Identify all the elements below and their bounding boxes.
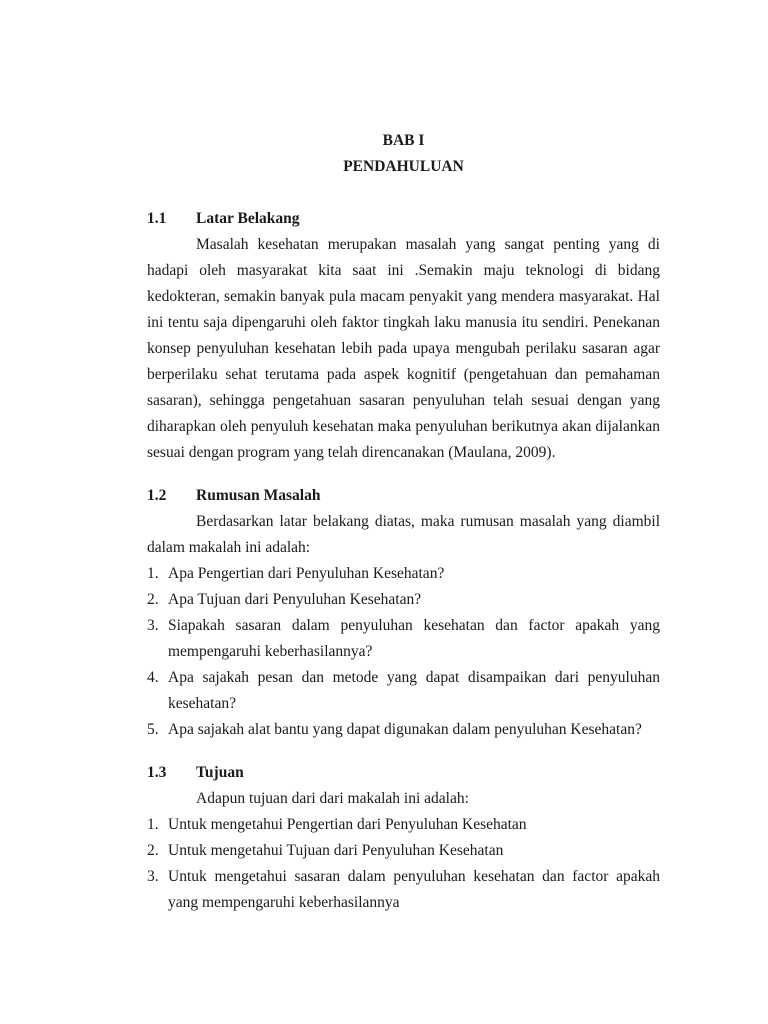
- list-item-marker: 4.: [147, 669, 159, 686]
- list-item: [147, 717, 660, 743]
- section-number: 1.1: [147, 210, 167, 227]
- section-heading-label: Latar Belakang: [196, 210, 300, 227]
- tujuan-list: [147, 812, 660, 916]
- list-item: [147, 561, 660, 587]
- section-heading-label: Rumusan Masalah: [196, 487, 321, 504]
- list-item-text: Untuk mengetahui Pengertian dari Penyuluhan Kesehatan: [168, 816, 527, 833]
- chapter-title-line1: BAB I: [382, 132, 425, 149]
- list-item: [147, 613, 660, 665]
- list-item: [147, 665, 660, 717]
- section-tujuan: [147, 760, 660, 916]
- section-heading: [147, 760, 660, 786]
- chapter-title-line2: PENDAHULUAN: [343, 158, 464, 175]
- list-item: [147, 838, 660, 864]
- list-item-marker: 1.: [147, 565, 159, 582]
- list-item-text: Untuk mengetahui sasaran dalam penyuluhan kesehatan dan factor apakah yang mempengaruhi keberhasilannya: [168, 868, 660, 911]
- list-item-marker: 1.: [147, 816, 159, 833]
- list-item-marker: 5.: [147, 721, 159, 738]
- section-paragraph: Adapun tujuan dari dari makalah ini adalah:: [196, 790, 469, 807]
- list-item-marker: 2.: [147, 591, 159, 608]
- list-item: [147, 864, 660, 916]
- section-heading: [147, 206, 660, 232]
- section-heading: [147, 483, 660, 509]
- section-latar-belakang: [147, 206, 660, 466]
- list-item-text: Apa sajakah alat bantu yang dapat digunakan dalam penyuluhan Kesehatan?: [168, 721, 642, 738]
- list-item-text: Siapakah sasaran dalam penyuluhan kesehatan dan factor apakah yang mempengaruhi keberhasilannya?: [168, 617, 660, 660]
- section-paragraph: Berdasarkan latar belakang diatas, maka rumusan masalah yang diambil dalam makalah ini adalah:: [147, 513, 660, 556]
- section-heading-label: Tujuan: [196, 764, 244, 781]
- rumusan-masalah-list: [147, 561, 660, 743]
- list-item-marker: 2.: [147, 842, 159, 859]
- list-item-marker: 3.: [147, 868, 159, 885]
- list-item-marker: 3.: [147, 617, 159, 634]
- list-item: [147, 587, 660, 613]
- section-number: 1.2: [147, 487, 167, 504]
- list-item-text: Untuk mengetahui Tujuan dari Penyuluhan Kesehatan: [168, 842, 504, 859]
- list-item-text: Apa sajakah pesan dan metode yang dapat disampaikan dari penyuluhan kesehatan?: [168, 669, 660, 712]
- chapter-title: [147, 128, 660, 180]
- list-item: [147, 812, 660, 838]
- list-item-text: Apa Pengertian dari Penyuluhan Kesehatan?: [168, 565, 445, 582]
- list-item-text: Apa Tujuan dari Penyuluhan Kesehatan?: [168, 591, 422, 608]
- section-number: 1.3: [147, 764, 167, 781]
- section-rumusan-masalah: [147, 483, 660, 743]
- section-paragraph: Masalah kesehatan merupakan masalah yang sangat penting yang di hadapi oleh masyarakat kita saat ini .Semakin maju teknologi di bidang kedokteran, semakin banyak pula macam penyakit yang mendera masyarakat. Hal ini tentu saja dipengaruhi oleh faktor tingkah laku manusia itu sendiri. Penekanan konsep penyuluhan kesehatan lebih pada upaya mengubah perilaku sasaran agar berperilaku sehat terutama pada aspek kognitif (pengetahuan dan pemahaman sasaran), sehingga pengetahuan sasaran penyuluhan telah sesuai dengan yang diharapkan oleh penyuluh kesehatan maka penyuluhan berikutnya akan dijalankan sesuai dengan program yang telah direncanakan (Maulana, 2009).: [147, 236, 660, 461]
